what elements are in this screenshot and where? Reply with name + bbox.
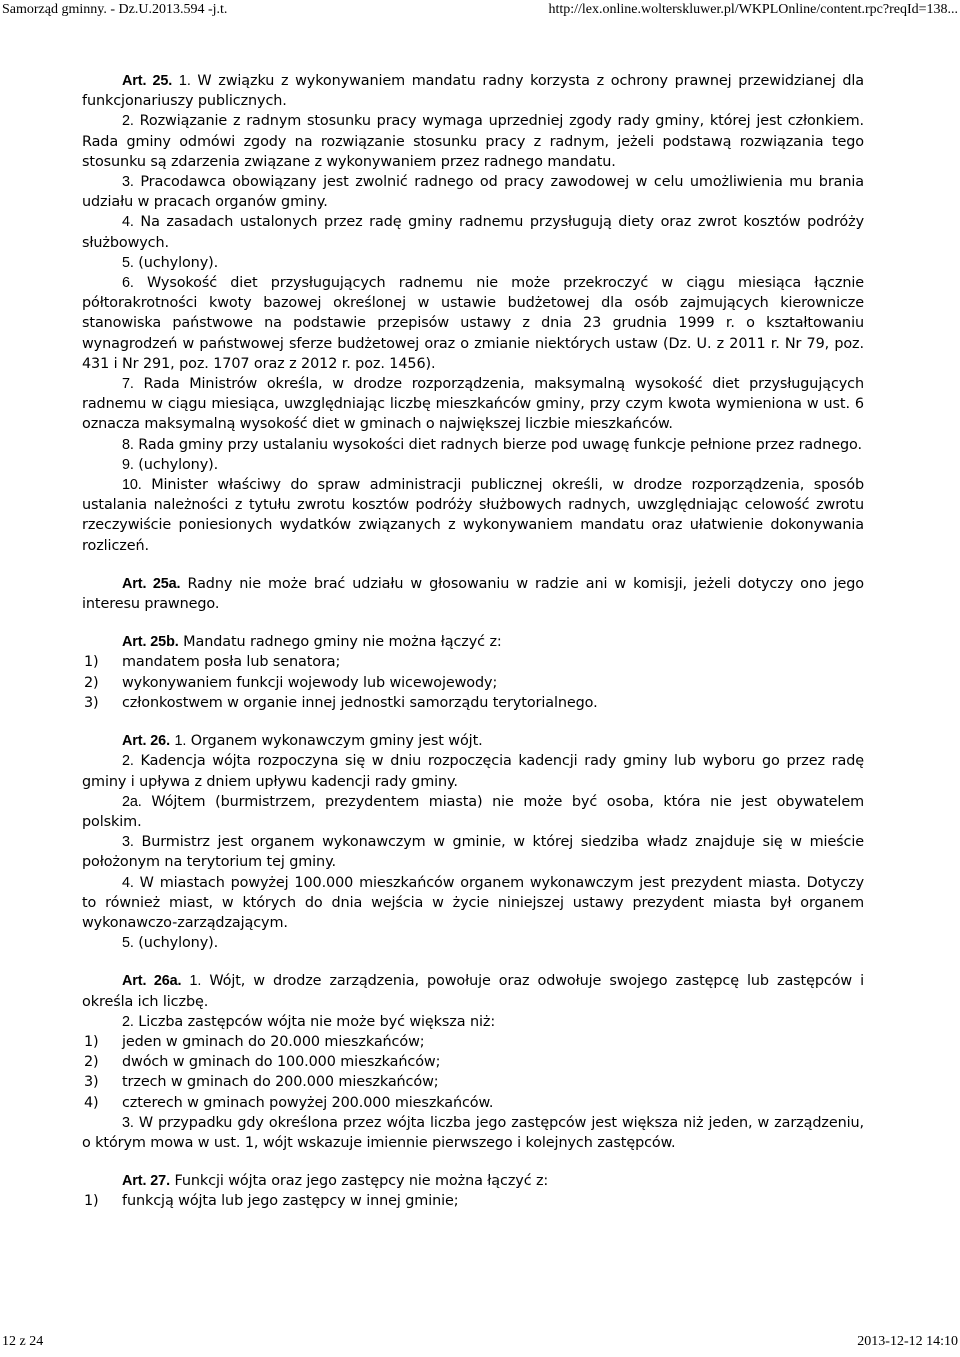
clause-text: Burmistrz jest organem wykonawczym w gminie, w której siedziba władz znajduje się w mieście położonym na terytorium tej gminy. [82,834,864,871]
browser-print-footer [0,1334,960,1356]
document-body [82,71,864,1212]
print-timestamp: 2013-12-12 14:10 [857,1334,958,1349]
list-item-text: funkcją wójta lub jego zastępcy w innej gminie; [122,1193,459,1210]
list-marker: 4) [84,1094,99,1111]
list-marker: 3) [84,1074,99,1091]
list-item-text: jeden w gminach do 20.000 mieszkańców; [122,1033,425,1050]
clause-text: Rozwiązanie z radnym stosunku pracy wymaga uprzedniej zgody rady gminy, której jest członkiem. Rada gminy odmówi zgody na rozwiązanie stosunku pracy z radnym, jeżeli podstawą rozwiązania tego stosunku są zdarzenia związane z wykonywaniem przez radnego mandatu. [82,113,864,170]
article-label: Art. 26. [122,733,170,750]
clause-text: (uchylony). [133,254,219,271]
clause-paragraph [82,111,864,172]
list-item-text: wykonywaniem funkcji wojewody lub wicewojewody; [122,674,498,691]
list-item [82,652,864,672]
list-marker: 1) [84,654,99,671]
article-paragraph [82,632,864,652]
clause-number: 1. [178,73,191,89]
article-label: Art. 25a. [122,575,181,592]
clause-text: Na zasadach ustalonych przez radę gminy radnemu przysługują diety oraz zwrot kosztów podróży służbowych. [82,214,864,251]
clause-number: 8. [122,436,134,453]
clause-paragraph [82,172,864,212]
clause-number: 3. [122,174,134,191]
clause-number: 4. [122,214,134,231]
list-marker: 1) [84,1193,99,1210]
clause-text: Wójt, w drodze zarządzenia, powołuje oraz odwołuje swojego zastępcę lub zastępców i określa ich liczbę. [82,973,864,1010]
clause-number: 2. [122,1013,134,1030]
page-counter: 12 z 24 [2,1334,44,1349]
list-item [82,1072,864,1092]
clause-number: 3. [122,1114,134,1131]
clause-paragraph [82,374,864,435]
list-item [82,673,864,693]
clause-paragraph [82,212,864,252]
clause-paragraph [82,933,864,953]
clause-text: Liczba zastępców wójta nie może być większa niż: [133,1013,496,1030]
clause-text: Pracodawca obowiązany jest zwolnić radnego od pracy zawodowej w celu umożliwienia mu brania udziału w pracach organów gminy. [82,174,864,211]
clause-text: Funkcji wójta oraz jego zastępcy nie można łączyć z: [170,1173,549,1190]
article-label: Art. 25. [122,73,173,89]
clause-number: 9. [122,456,134,473]
clause-number: 2a. [122,793,142,810]
clause-paragraph [82,832,864,872]
clause-paragraph [82,253,864,273]
list-item-text: trzech w gminach do 200.000 mieszkańców; [122,1074,439,1091]
clause-paragraph [82,475,864,556]
clause-paragraph [82,1113,864,1153]
clause-number: 7. [122,376,134,393]
clause-paragraph [82,1012,864,1032]
article-label: Art. 26a. [122,973,182,990]
clause-text: Minister właściwy do spraw administracji publicznej określi, w drodze rozporządzenia, sposób ustalania należności z tytułu zwrotu kosztów podróży służbowych radnych, uwzględniając celowość zwrotu rzeczywiście poniesionych wydatków związanych z wykonywaniem mandatu oraz ułatwienie dokonywania rozliczeń. [82,477,864,554]
clause-paragraph [82,751,864,791]
page-title: Samorząd gminny. - Dz.U.2013.594 -j.t. [2,2,228,17]
clause-number: 5. [122,254,134,271]
list-item-text: dwóch w gminach do 100.000 mieszkańców; [122,1054,441,1071]
list-item [82,693,864,713]
clause-number: 3. [122,834,134,851]
article-paragraph [82,1171,864,1191]
clause-text: Organem wykonawczym gminy jest wójt. [186,733,483,750]
clause-text: W miastach powyżej 100.000 mieszkańców organem wykonawczym jest prezydent miasta. Dotyczy to również miast, w których do dnia wejścia w życie niniejszej ustawy prezydent miasta był organem wykonawczo-zarządzającym. [82,874,864,931]
clause-text: W związku z wykonywaniem mandatu radny korzysta z ochrony prawnej przewidzianej dla funkcjonariuszy publicznych. [82,73,864,110]
list-marker: 2) [84,674,99,691]
clause-text: Wysokość diet przysługujących radnemu nie może przekroczyć w ciągu miesiąca łącznie półtorakrotności kwoty bazowej określonej w ustawie budżetowej dla osób zajmujących kierownicze stanowiska państwowe na podstawie przepisów ustawy z dnia 23 grudnia 1999 r. o kształtowaniu wynagrodzeń w państwowej sferze budżetowej oraz o zmianie niektórych ustaw (Dz. U. z 2011 r. Nr 79, poz. 431 i Nr 291, poz. 1707 oraz z 2012 r. poz. 1456). [82,275,864,372]
article-paragraph [82,731,864,751]
clause-number: 4. [122,874,134,891]
clause-paragraph [82,435,864,455]
list-marker: 1) [84,1033,99,1050]
list-item [82,1093,864,1113]
clause-number: 5. [122,935,134,952]
list-item-text: czterech w gminach powyżej 200.000 mieszkańców. [122,1094,494,1111]
clause-paragraph [82,273,864,374]
list-marker: 2) [84,1054,99,1071]
clause-number: 2. [122,753,134,770]
page-url: http://lex.online.wolterskluwer.pl/WKPLOnline/content.rpc?reqId=138... [548,2,958,17]
article-label: Art. 25b. [122,634,179,651]
list-item-text: członkostwem w organie innej jednostki samorządu terytorialnego. [122,694,598,711]
list-item [82,1052,864,1072]
clause-text: Rada Ministrów określa, w drodze rozporządzenia, maksymalną wysokość diet przysługujących radnemu w ciągu miesiąca, uwzględniając liczbę mieszkańców gminy, przy czym kwota wymieniona w ust. 6 oznacza maksymalną wysokość diet w gminach o największej liczbie mieszkańców. [82,376,864,433]
clause-text: (uchylony). [133,935,219,952]
clause-text: Kadencja wójta rozpoczyna się w dniu rozpoczęcia kadencji rady gminy lub wyboru go przez radę gminy i upływa z dniem upływu kadencji rady gminy. [82,753,864,790]
article-paragraph [82,574,864,614]
clause-text: Wójtem (burmistrzem, prezydentem miasta) nie może być osoba, która nie jest obywatelem polskim. [82,793,864,830]
clause-number: 1. [174,733,187,750]
clause-number: 2. [122,113,134,130]
article-paragraph [82,71,864,111]
clause-number: 6. [122,275,134,292]
browser-print-header [0,2,960,24]
clause-text: Radny nie może brać udziału w głosowaniu w radzie ani w komisji, jeżeli dotyczy ono jego interesu prawnego. [82,575,864,613]
clause-paragraph [82,792,864,832]
list-marker: 3) [84,694,99,711]
clause-text: (uchylony). [133,456,219,473]
list-item-text: mandatem posła lub senatora; [122,654,341,671]
clause-number: 10. [122,477,142,494]
clause-paragraph [82,873,864,934]
clause-paragraph [82,455,864,475]
article-label: Art. 27. [122,1173,170,1190]
list-item [82,1032,864,1052]
article-paragraph [82,971,864,1011]
clause-text: W przypadku gdy określona przez wójta liczba jego zastępców jest większa niż jeden, w zarządzeniu, o którym mowa w ust. 1, wójt wskazuje imiennie pierwszego i kolejnych zastępców. [82,1114,864,1151]
clause-text: Rada gminy przy ustalaniu wysokości diet radnych bierze pod uwagę funkcje pełnione przez radnego. [133,436,862,453]
clause-number: 1. [189,973,202,990]
clause-text: Mandatu radnego gminy nie można łączyć z: [178,634,502,651]
list-item [82,1191,864,1211]
